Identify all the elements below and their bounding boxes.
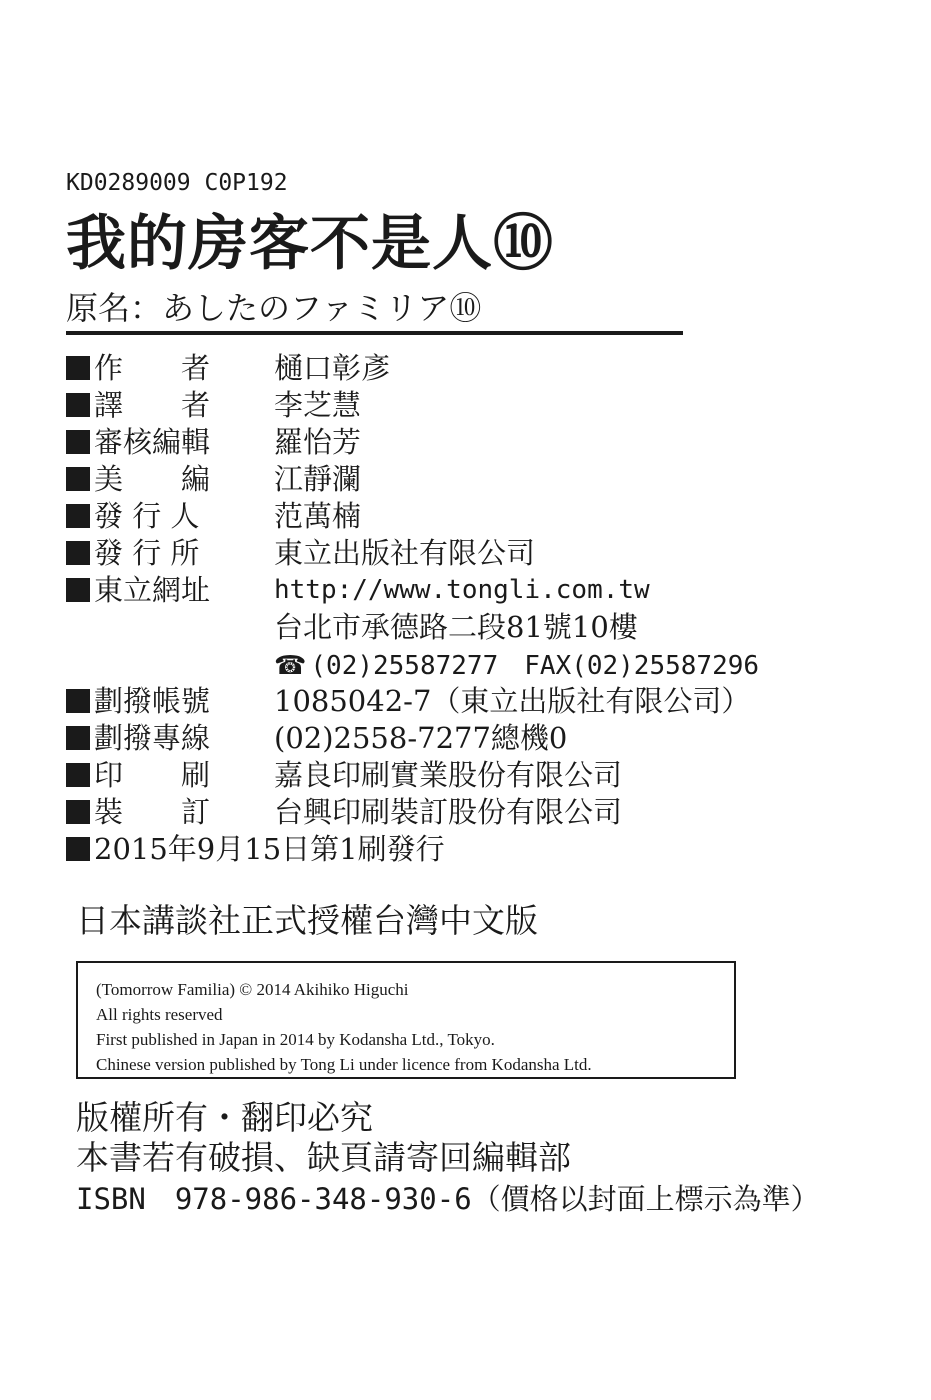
- bullet-square-icon: [66, 541, 90, 565]
- info-value: 江靜瀾: [274, 462, 362, 496]
- book-code: KD0289009 C0P192: [66, 170, 288, 196]
- info-value: 羅怡芳: [274, 425, 362, 459]
- info-label: 發 行 所: [94, 536, 200, 570]
- original-title: 原名：あしたのファミリア⑩: [66, 289, 482, 327]
- info-value: 1085042-7（東立出版社有限公司）: [274, 684, 751, 718]
- bullet-square-icon: [66, 467, 90, 491]
- bullet-square-icon: [66, 430, 90, 454]
- info-label: 審核編輯: [94, 425, 211, 459]
- bullet-square-icon: [66, 578, 90, 602]
- isbn-line: [76, 1178, 820, 1219]
- info-value: 台興印刷裝訂股份有限公司: [274, 795, 623, 829]
- title-divider: [66, 331, 683, 335]
- book-title: 我的房客不是人⑩: [66, 209, 554, 279]
- info-value: 嘉良印刷實業股份有限公司: [274, 758, 623, 792]
- bullet-square-icon: [66, 837, 90, 861]
- bullet-square-icon: [66, 504, 90, 528]
- info-label: 劃撥帳號: [94, 684, 211, 718]
- copyright-box: [76, 961, 736, 1079]
- info-label: 發 行 人: [94, 499, 200, 533]
- info-value: 東立出版社有限公司: [274, 536, 536, 570]
- copyright-line: (Tomorrow Familia) © 2014 Akihiko Higuchi: [96, 980, 409, 999]
- info-label: 美 編: [94, 462, 211, 496]
- damage-notice: 本書若有破損、缺頁請寄回編輯部: [76, 1138, 571, 1177]
- phone-fax-text: (02)25587277 FAX(02)25587296: [310, 651, 760, 681]
- footer: [76, 1098, 820, 1219]
- rights-notice: 版權所有・翻印必究: [76, 1098, 373, 1137]
- bullet-square-icon: [66, 689, 90, 713]
- bullet-square-icon: [66, 763, 90, 787]
- address-text: 台北市承德路二段81號10樓: [274, 610, 638, 644]
- info-label: 裝 訂: [94, 795, 211, 829]
- info-label: 印 刷: [94, 758, 211, 792]
- info-label: 譯 者: [94, 388, 211, 422]
- info-value: 樋口彰彥: [274, 351, 391, 385]
- copyright-line: First published in Japan in 2014 by Kodansha Ltd., Tokyo.: [96, 1030, 495, 1049]
- authorization-statement: 日本講談社正式授權台灣中文版: [76, 901, 538, 940]
- info-label: 東立網址: [94, 573, 211, 607]
- website-url: http://www.tongli.com.tw: [274, 575, 650, 605]
- info-value: (02)2558-7277總機0: [274, 721, 568, 755]
- info-label: 劃撥專線: [94, 721, 211, 755]
- bullet-square-icon: [66, 393, 90, 417]
- bullet-square-icon: [66, 726, 90, 750]
- copyright-line: All rights reserved: [96, 1005, 223, 1024]
- publish-date: 2015年9月15日第1刷發行: [94, 832, 445, 866]
- isbn-number: ISBN 978-986-348-930-6: [76, 1182, 472, 1216]
- copyright-line: Chinese version published by Tong Li under licence from Kodansha Ltd.: [96, 1055, 592, 1074]
- info-value: 李芝慧: [274, 388, 362, 422]
- info-value: 范萬楠: [274, 499, 362, 533]
- bullet-square-icon: [66, 356, 90, 380]
- price-note: （價格以封面上標示為準）: [471, 1182, 820, 1216]
- telephone-icon: ☎: [274, 651, 307, 681]
- info-label: 作 者: [94, 351, 211, 385]
- bullet-square-icon: [66, 800, 90, 824]
